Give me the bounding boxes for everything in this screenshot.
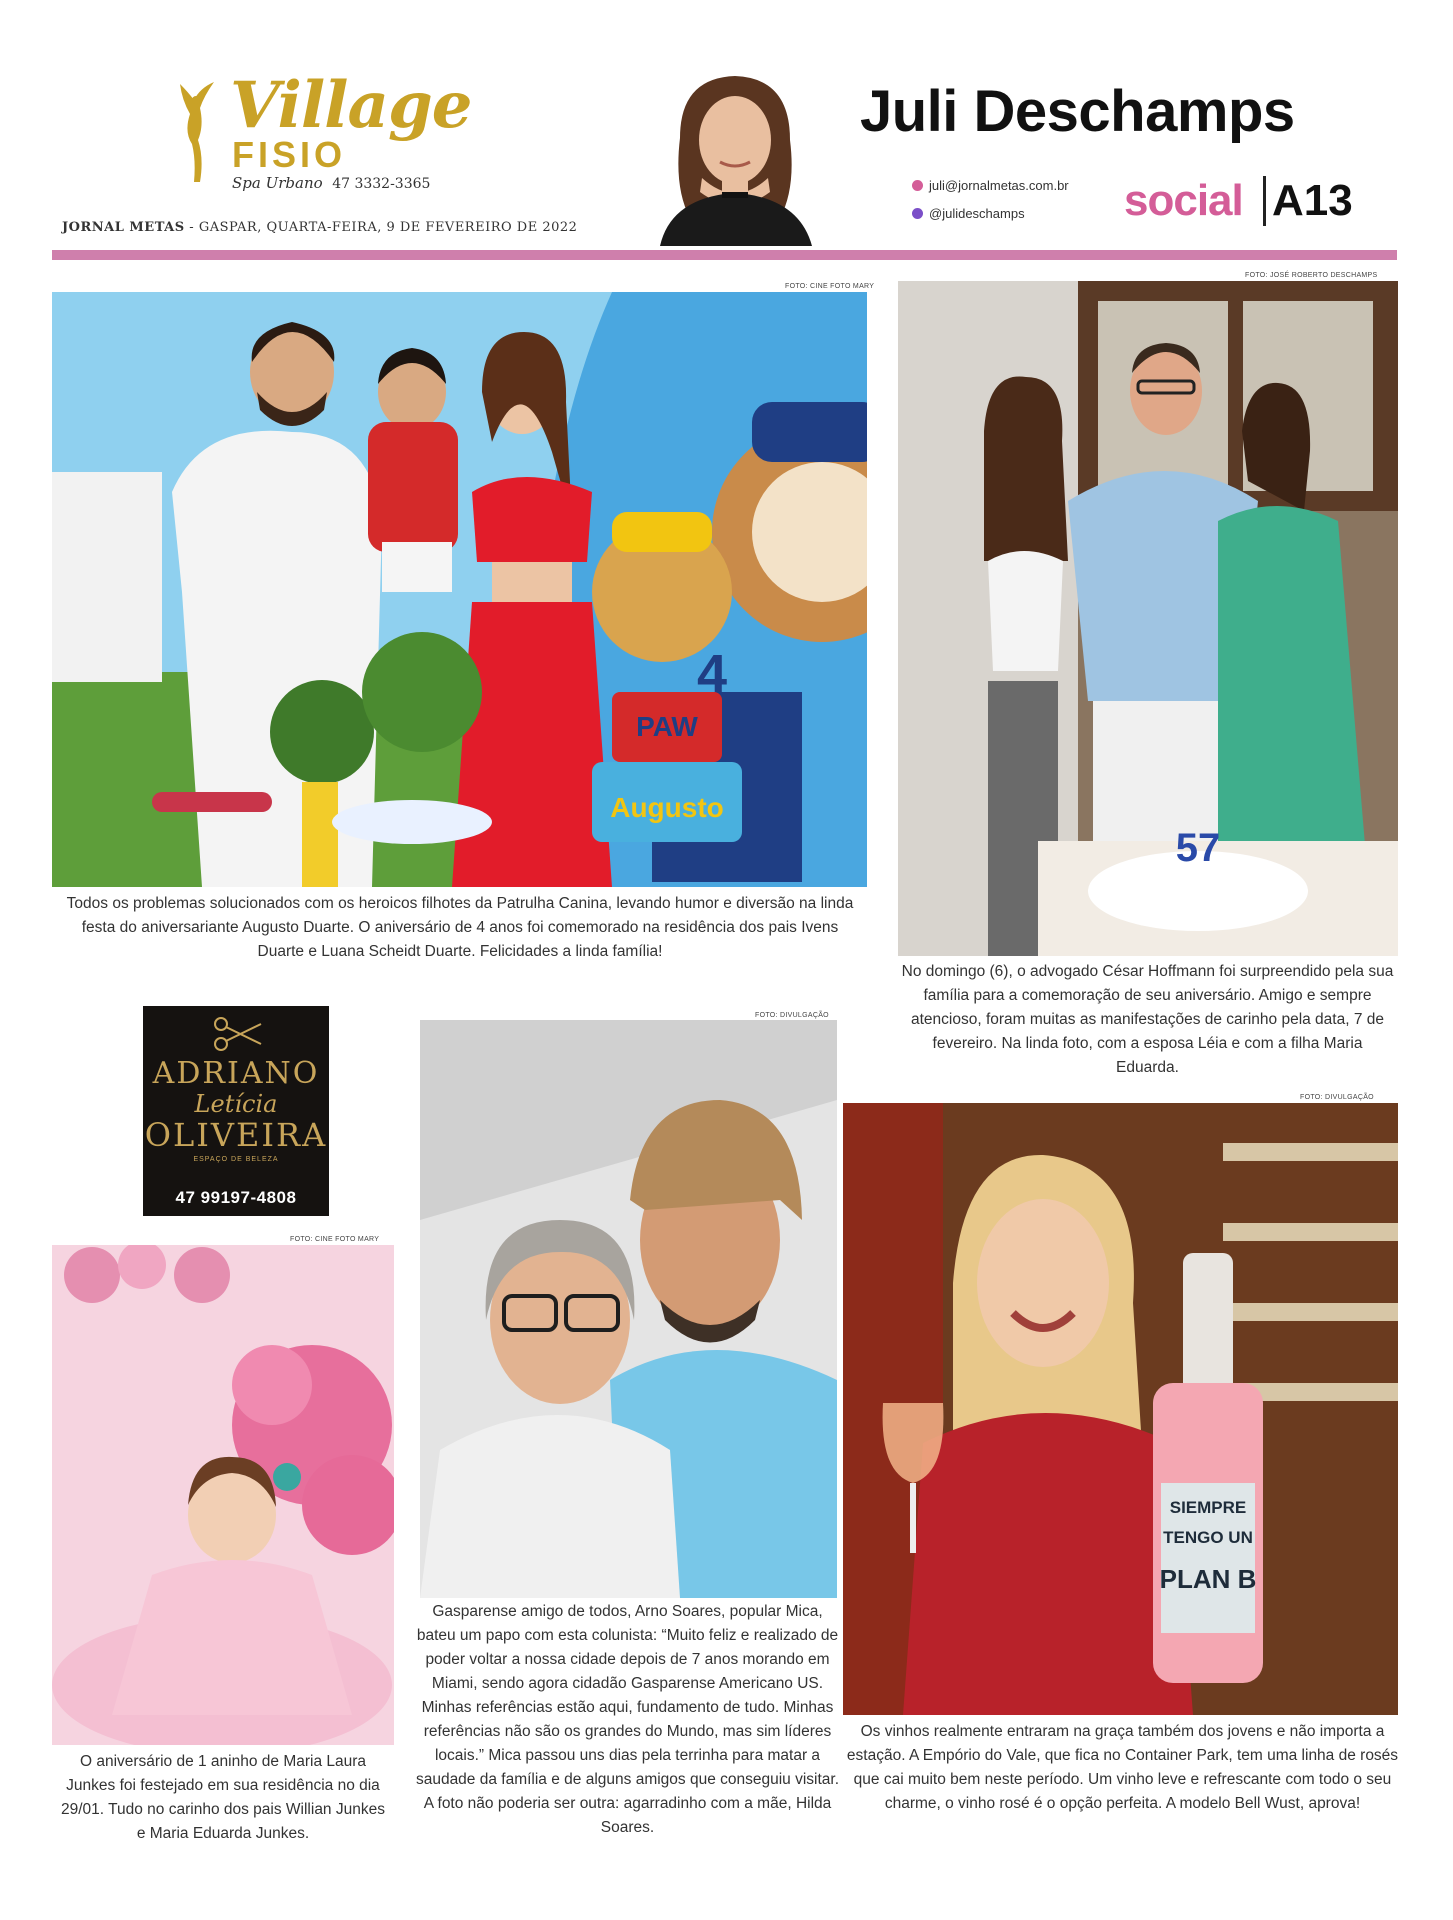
caption-vinho-rose: Os vinhos realmente entraram na graça também dos jovens e não importa a estação. A Empório do Vale, que fica no Container Park, tem uma linha de rosés que cai muito bem neste período. Um vinho leve e refrescante com todo o seu charme, o vinho rosé é o opção perfeita. A modelo Bell Wust, aprova!	[846, 1723, 1399, 1812]
logo-tagline	[232, 174, 430, 192]
caption-arno-soares: Gasparense amigo de todos, Arno Soares, popular Mica, bateu um papo com esta colunista: “Muito feliz e realizado de poder voltar a nossa cidade depois de 7 anos morando em Miami, sendo agora cidadão Gasparense Americano US. Minhas referências estão aqui, fundamento de tudo. Minhas referências não são os grandes do Mundo, mas sim líderes locais.” Mica passou uns dias pela terrinha para matar a saudade da família e de alguns amigos que conseguiu visitar. A foto não poderia ser outra: agarradinho com a mãe, Hilda Soares.	[415, 1603, 840, 1836]
paper-name: JORNAL METAS	[62, 220, 185, 235]
candle-text: 57	[1175, 826, 1221, 870]
ad-name-3: OLIVEIRA	[144, 1116, 328, 1154]
ad-name-2: Letícia	[194, 1090, 278, 1118]
dateline	[62, 220, 577, 235]
family-birthday-photo	[898, 281, 1398, 956]
logo-fisio-text: FISIO	[232, 134, 347, 175]
party-photo	[52, 292, 867, 887]
photo-credit: FOTO: CINE FOTO MARY	[290, 1236, 380, 1243]
instagram-contact[interactable]	[912, 206, 1025, 221]
caption-party: Todos os problemas solucionados com os heroicos filhotes da Patrulha Canina, levando humor e diversão na linda festa do aniversariante Augusto Duarte. O aniversário de 4 anos foi comemorado na residência dos pais Ivens Duarte e Luana Scheidt Duarte. Felicidades a linda família!	[66, 895, 854, 960]
scissors-icon	[213, 1016, 263, 1052]
ad-phone: 47 99197-4808	[175, 1188, 297, 1207]
photo-credit: FOTO: JOSÉ ROBERTO DESCHAMPS	[1245, 272, 1378, 279]
cake-name-text: Augusto	[610, 792, 724, 823]
dancer-figure-icon	[174, 78, 220, 186]
wine-photo	[843, 1103, 1398, 1715]
logo-tagline-text: Spa Urbano	[232, 174, 323, 192]
logo-phone: 47 3332-3365	[332, 176, 431, 192]
instagram-text: @julideschamps	[929, 206, 1025, 221]
columnist-photo	[640, 68, 830, 246]
cake-logo-text: PAW	[636, 711, 698, 742]
dateline-date: - GASPAR, QUARTA-FEIRA, 9 DE FEVEREIRO DE 2022	[184, 220, 578, 235]
ad-name-1: ADRIANO	[152, 1056, 320, 1091]
caption-maria-laura: O aniversário de 1 aninho de Maria Laura Junkes foi festejado em sua residência no dia 29/01. Tudo no carinho dos pais Willian Junkes e Maria Eduarda Junkes.	[61, 1753, 385, 1842]
wine-label-line3: PLAN B	[1159, 1564, 1257, 1594]
section-divider	[1263, 176, 1266, 226]
wine-label-line2: TENGO UN	[1163, 1528, 1253, 1547]
email-contact[interactable]	[912, 178, 1069, 193]
header-rule	[52, 250, 1397, 260]
section-name: social	[1124, 176, 1243, 225]
caption-hoffmann: No domingo (6), o advogado César Hoffmann foi surpreendido pela sua família para a comemoração de seu aniversário. Amigo e sempre atencioso, foram muitas as manifestações de carinho pela data, 7 de fevereiro. Na linda foto, com a esposa Léia e com a filha Maria Eduarda.	[901, 963, 1394, 1076]
cake-number-text: 4	[696, 644, 728, 704]
photo-credit: FOTO: DIVULGAÇÃO	[755, 1012, 829, 1019]
baby-birthday-photo	[52, 1245, 394, 1745]
ad-tagline: ESPAÇO DE BELEZA	[193, 1156, 279, 1163]
email-icon	[912, 180, 923, 191]
photo-credit: FOTO: DIVULGAÇÃO	[1300, 1094, 1374, 1101]
logo-script-text: Village	[230, 68, 472, 143]
village-fisio-logo	[170, 68, 470, 193]
wine-label-line1: SIEMPRE	[1169, 1498, 1247, 1517]
email-text: juli@jornalmetas.com.br	[929, 178, 1069, 193]
photo-credit: FOTO: CINE FOTO MARY	[785, 283, 875, 290]
salon-advertisement[interactable]	[143, 1006, 329, 1216]
instagram-icon	[912, 208, 923, 219]
mother-son-photo	[420, 1020, 837, 1598]
columnist-name: Juli Deschamps	[860, 79, 1295, 144]
page-number: A13	[1272, 176, 1353, 225]
